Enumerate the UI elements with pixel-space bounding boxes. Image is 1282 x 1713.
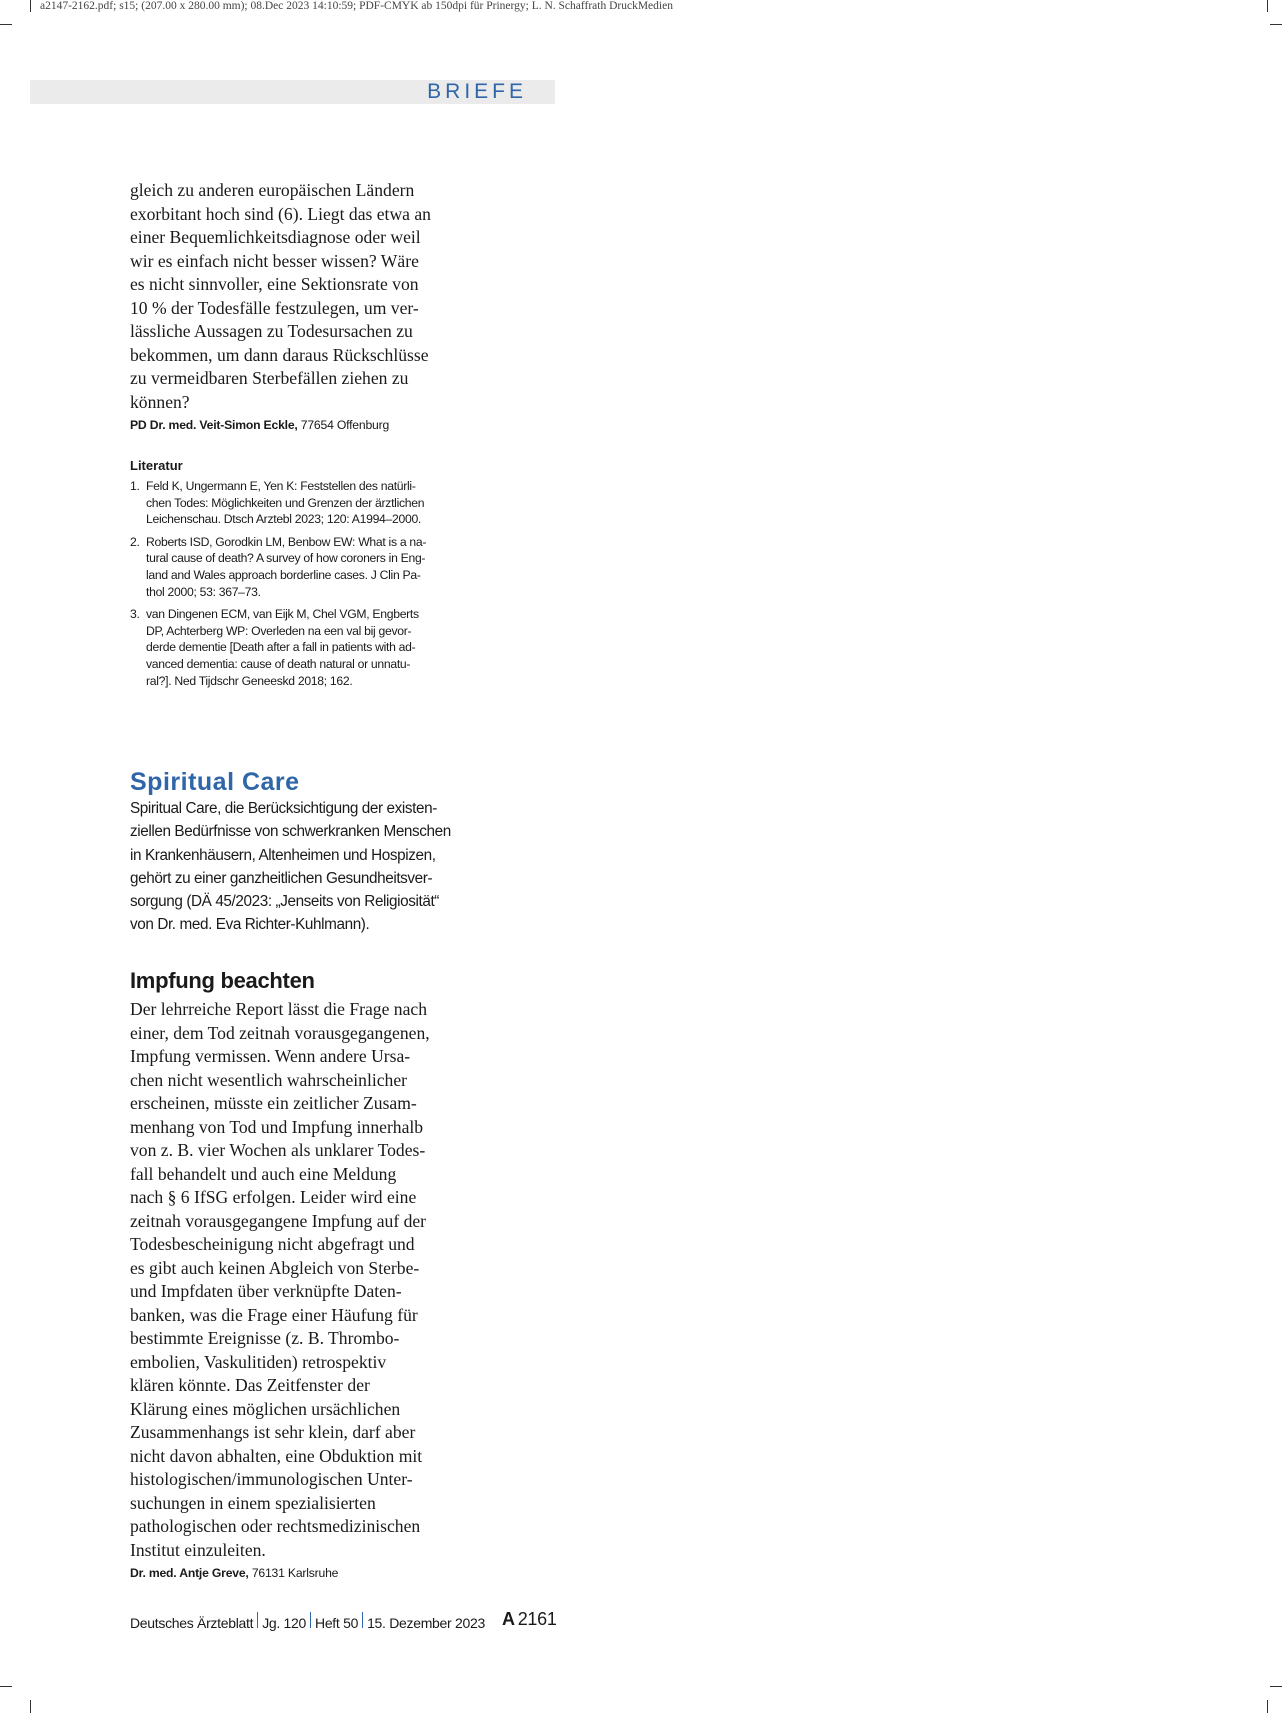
letter-1-line: zu vermeidbaren Sterbefällen ziehen zu: [130, 368, 409, 388]
article-intro-line: Spiritual Care, die Berücksichtigung der existen-: [130, 800, 437, 817]
footer-separator: [257, 1612, 258, 1628]
journal-issue: Heft 50: [315, 1615, 359, 1631]
letter-2-line: Klärung eines möglichen ursächlichen: [130, 1398, 401, 1419]
article-spiritual-care: [130, 767, 475, 937]
reference-list: [130, 478, 465, 689]
letter-2-line: embolien, Vaskulitiden) retrospektiv: [130, 1351, 387, 1372]
reference-line: land and Wales approach borderline cases. J Clin Pa-: [146, 567, 421, 582]
article-intro-line: von Dr. med. Eva Richter-Kuhlmann).: [130, 916, 370, 934]
letter-1-paragraph: [130, 179, 460, 414]
section-header-bar: [30, 80, 555, 104]
letter-1-line: gleich zu anderen europäischen Ländern: [130, 180, 415, 200]
reference-number: 3.: [130, 607, 140, 622]
reference-item: [130, 478, 465, 528]
reference-line: DP, Achterberg WP: Overleden na een val bij gevor-: [146, 623, 412, 638]
letter-1-line: lässliche Aussagen zu Todesursachen zu: [130, 321, 413, 341]
letter-2-line: erscheinen, müsste ein zeitlicher Zusam-: [130, 1093, 417, 1113]
article-intro-line: ziellen Bedürfnisse von schwerkranken Menschen: [130, 823, 451, 841]
letter-2-line: Zusammenhangs ist sehr klein, darf aber: [130, 1422, 416, 1442]
reference-line: derde dementie [Death after a fall in patients with ad-: [146, 640, 416, 655]
author-place: 76131 Karlsruhe: [251, 1566, 339, 1580]
letter-2-line: bestimmte Ereignisse (z. B. Thrombo-: [130, 1328, 400, 1348]
author-name: PD Dr. med. Veit-Simon Eckle,: [130, 418, 298, 432]
letter-2-line: von z. B. vier Wochen als unklarer Todes-: [130, 1140, 426, 1160]
crop-mark-top-left-v: [30, 0, 31, 12]
reference-line: ral?]. Ned Tijdschr Geneeskd 2018; 162.: [146, 673, 353, 688]
letter-2-line: Impfung vermissen. Wenn andere Ursa-: [130, 1046, 411, 1066]
letter-2: [130, 968, 460, 1581]
letter-2-line: und Impfdaten über verknüpfte Daten-: [130, 1281, 402, 1301]
letter-2-line: banken, was die Frage einer Häufung für: [130, 1304, 418, 1325]
letter-2-line: klären könnte. Das Zeitfenster der: [130, 1375, 370, 1395]
letter-1-line: es nicht sinnvoller, eine Sektionsrate von: [130, 274, 419, 294]
reference-item: [130, 606, 465, 689]
letter-2-line: Todesbescheinigung nicht abgefragt und: [130, 1234, 415, 1254]
letter-1-line: exorbitant hoch sind (6). Liegt das etwa an: [130, 203, 431, 224]
letter-2-line: nicht davon abhalten, eine Obduktion mit: [130, 1445, 423, 1466]
reference-line: vanced dementia: cause of death natural or unnatu-: [146, 656, 411, 671]
letter-2-line: nach § 6 IfSG erfolgen. Leider wird eine: [130, 1187, 417, 1207]
crop-mark-top-right-h: [1270, 24, 1282, 25]
article-intro-line: gehört zu einer ganzheitlichen Gesundheitsver-: [130, 869, 433, 887]
journal-name: Deutsches Ärzteblatt: [130, 1615, 254, 1631]
footer-separator: [310, 1612, 311, 1628]
literature-block: [130, 458, 465, 695]
letter-2-line: histologischen/immunologischen Unter-: [130, 1469, 413, 1489]
letter-1-line: einer Bequemlichkeitsdiagnose oder weil: [130, 227, 421, 247]
crop-mark-top-left-h: [0, 24, 12, 25]
journal-date: 15. Dezember 2023: [367, 1615, 485, 1631]
letter-2-heading: Impfung beachten: [130, 968, 315, 993]
article-intro: [130, 797, 475, 937]
crop-mark-bottom-right-v: [1267, 1700, 1268, 1713]
letter-2-line: chen nicht wesentlich wahrscheinlicher: [130, 1069, 407, 1090]
journal-volume: Jg. 120: [262, 1615, 307, 1631]
reference-line: tural cause of death? A survey of how coroners in Eng-: [146, 551, 426, 566]
crop-mark-bottom-left-h: [0, 1686, 12, 1687]
reference-line: thol 2000; 53: 367–73.: [146, 584, 261, 599]
letter-2-line: menhang von Tod und Impfung innerhalb: [130, 1116, 424, 1137]
page-prefix: A: [502, 1609, 515, 1629]
crop-mark-top-right-v: [1267, 0, 1268, 12]
crop-mark-bottom-right-h: [1270, 1686, 1282, 1687]
letter-1-line: wir es einfach nicht besser wissen? Wäre: [130, 250, 419, 271]
letter-2-line: zeitnah vorausgegangene Impfung auf der: [130, 1210, 427, 1231]
reference-line: chen Todes: Möglichkeiten und Grenzen der ärztlichen: [146, 495, 425, 510]
article-intro-line: sorgung (DÄ 45/2023: „Jenseits von Religiosität“: [130, 893, 440, 911]
footer-separator: [362, 1612, 363, 1628]
letter-2-line: pathologischen oder rechtsmedizinischen: [130, 1516, 421, 1536]
article-title: Spiritual Care: [130, 768, 300, 796]
letter-1-line: 10 % der Todesfälle festzulegen, um ver-: [130, 297, 419, 318]
literature-heading: Literatur: [130, 458, 183, 473]
page-footer: [130, 1609, 570, 1636]
page-number-value: 2161: [517, 1609, 557, 1629]
author-place: 77654 Offenburg: [300, 418, 390, 432]
letter-2-line: einer, dem Tod zeitnah vorausgegangenen,: [130, 1022, 430, 1043]
letter-2-line: fall behandelt und auch eine Meldung: [130, 1163, 397, 1184]
letter-1-line: bekommen, um dann daraus Rückschlüsse: [130, 344, 429, 365]
print-info-line: a2147-2162.pdf; s15; (207.00 x 280.00 mm); 08.Dec 2023 14:10:59; PDF-CMYK ab 150dpi für Prinergy; L. N. Schaffrath DruckMedien: [40, 0, 673, 12]
letter-1-line: können?: [130, 391, 190, 412]
reference-line: Roberts ISD, Gorodkin LM, Benbow EW: What is a na-: [146, 534, 427, 549]
reference-line: van Dingenen ECM, van Eijk M, Chel VGM, Engberts: [146, 607, 419, 622]
reference-number: 2.: [130, 534, 140, 549]
reference-item: [130, 534, 465, 600]
letter-2-paragraph: [130, 998, 460, 1562]
article-intro-line: in Krankenhäusern, Altenheimen und Hospizen,: [130, 846, 436, 864]
letter-2-line: suchungen in einem spezialisierten: [130, 1492, 376, 1513]
letter-1: [130, 179, 460, 433]
reference-line: Leichenschau. Dtsch Arztebl 2023; 120: A1994–2000.: [146, 512, 422, 527]
crop-mark-bottom-left-v: [30, 1700, 31, 1713]
page-number: [502, 1609, 557, 1630]
reference-number: 1.: [130, 479, 140, 493]
section-label: BRIEFE: [427, 80, 527, 103]
author-name: Dr. med. Antje Greve,: [130, 1566, 249, 1580]
letter-1-signature: [130, 417, 460, 433]
letter-2-line: es gibt auch keinen Abgleich von Sterbe-: [130, 1257, 420, 1278]
letter-2-line: Institut einzuleiten.: [130, 1539, 266, 1560]
letter-2-line: Der lehrreiche Report lässt die Frage nach: [130, 999, 428, 1019]
reference-line: Feld K, Ungermann E, Yen K: Feststellen des natürli-: [146, 479, 416, 493]
letter-2-signature: [130, 1565, 460, 1581]
